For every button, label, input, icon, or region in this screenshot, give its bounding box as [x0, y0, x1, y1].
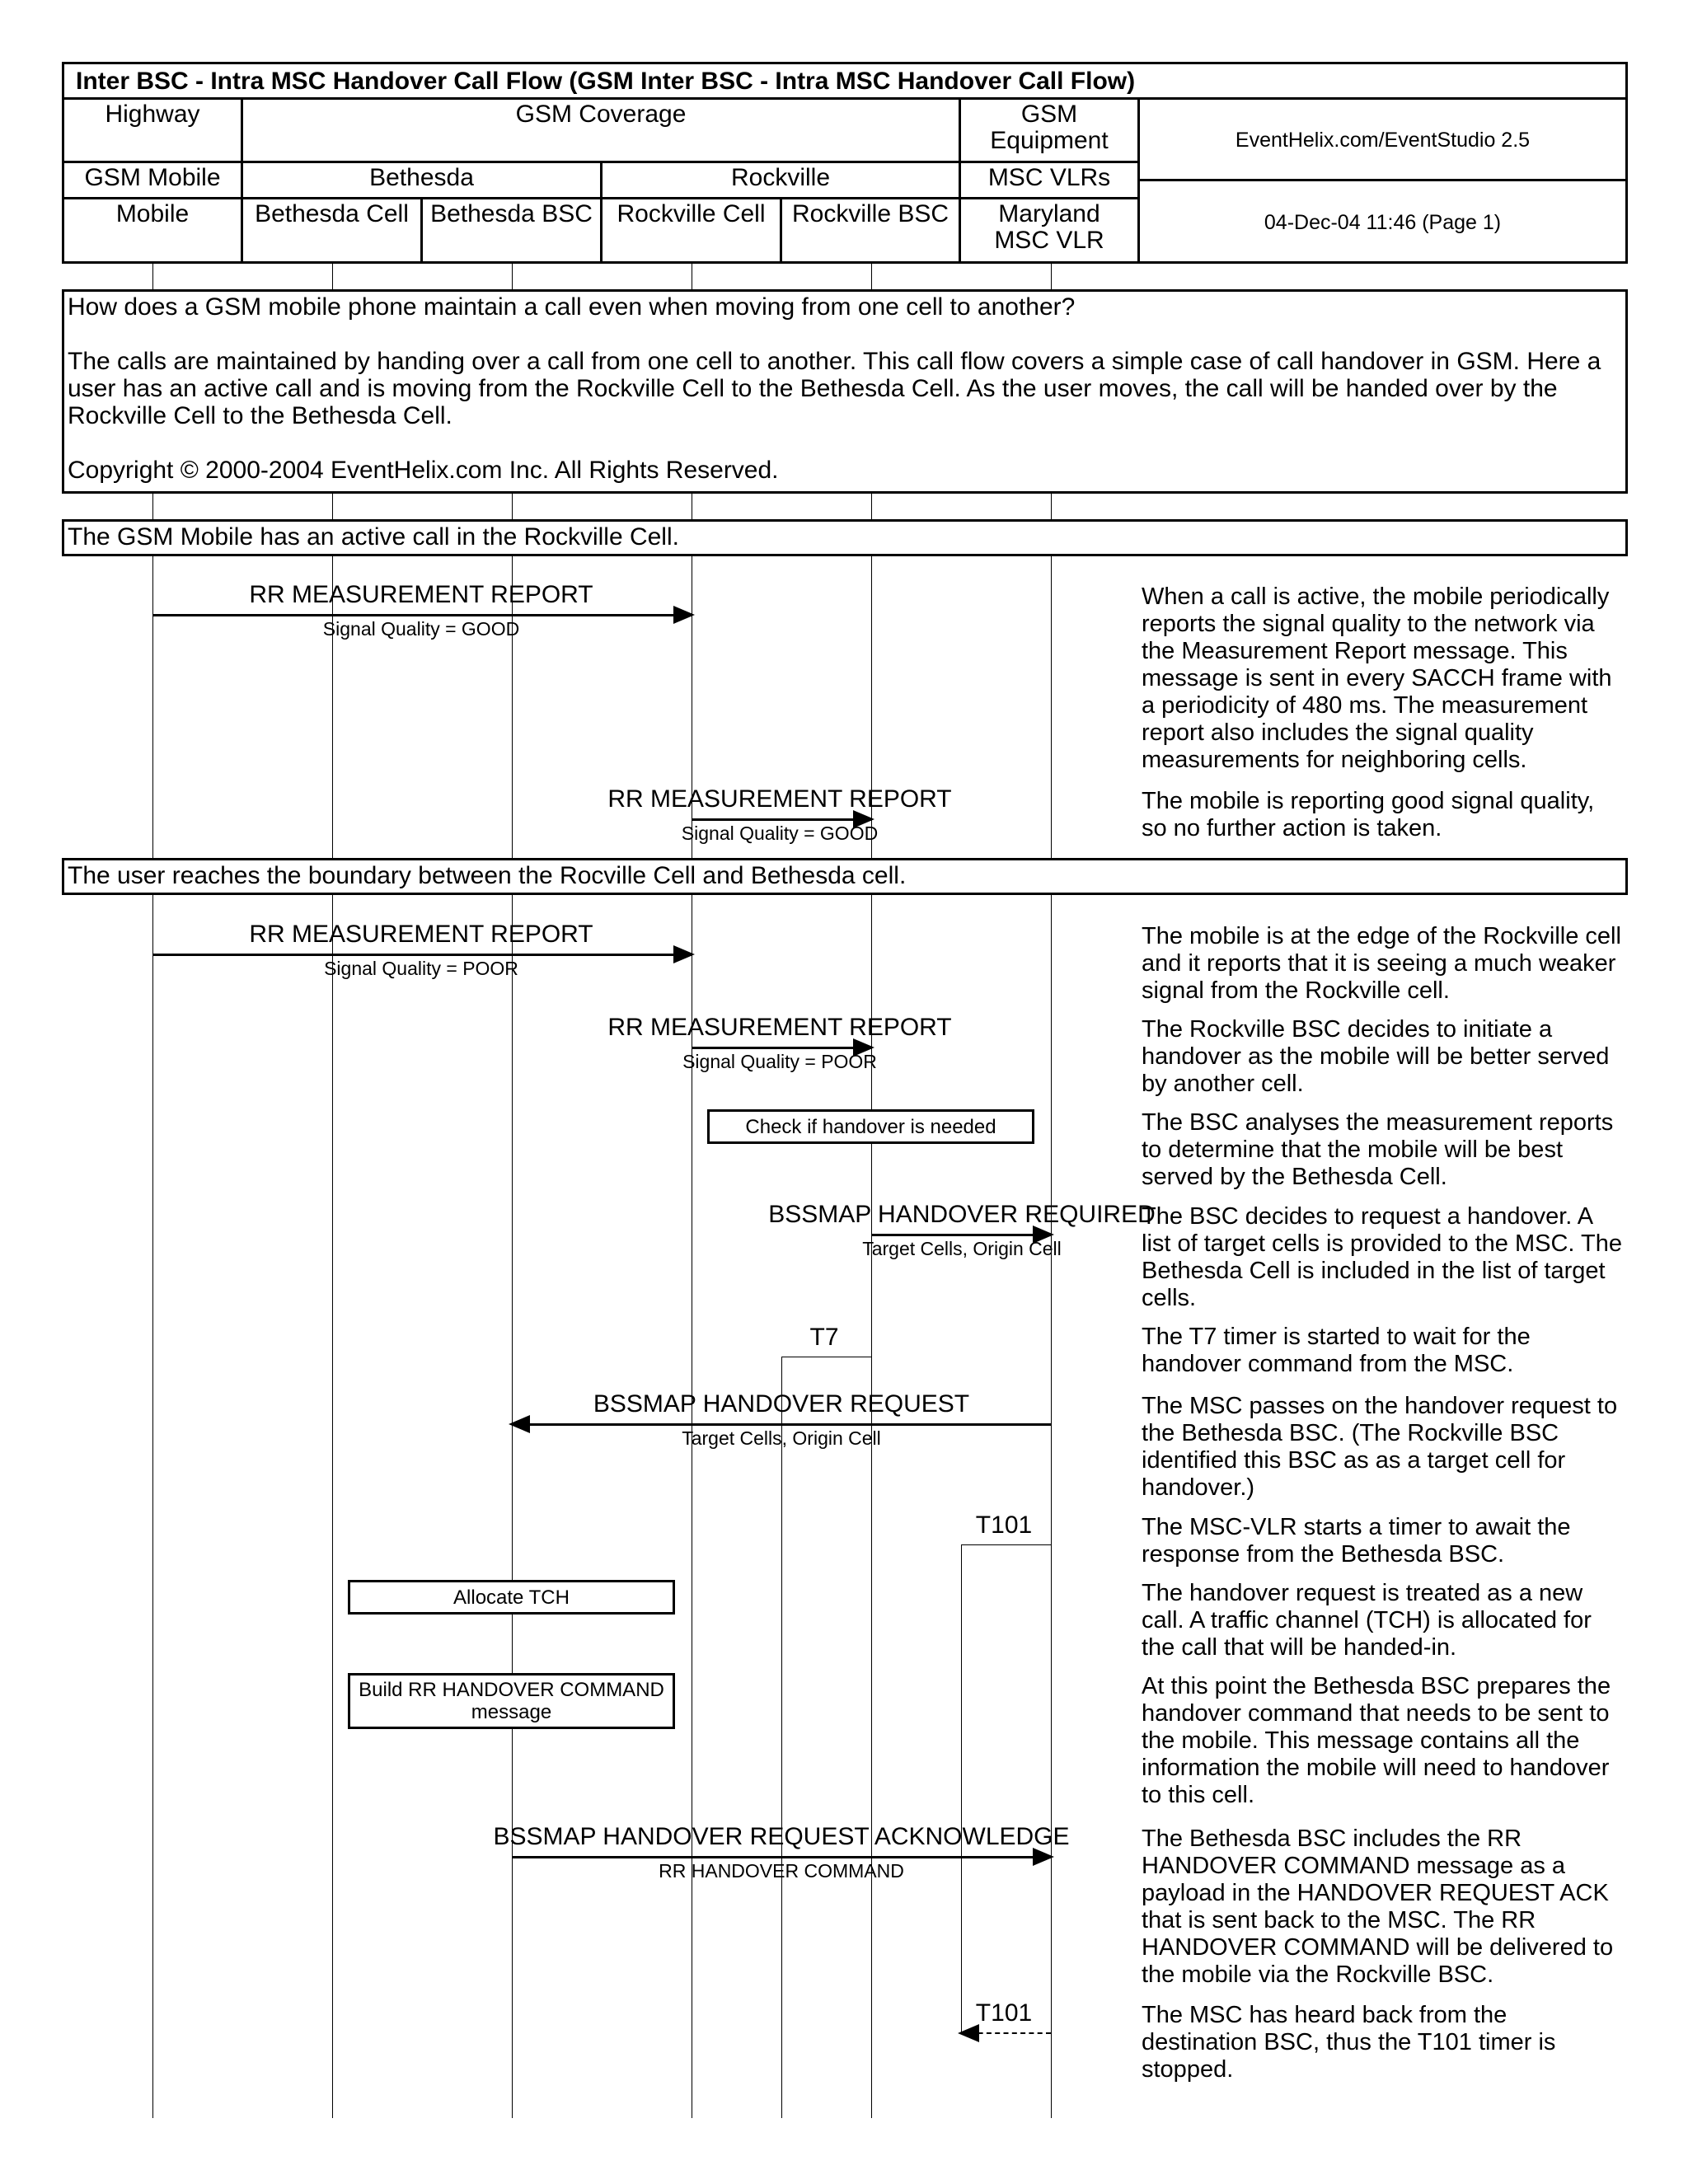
- note: At this point the Bethesda BSC prepares the handover command that needs to be sent to the mobile. This message contains all the information the mobile will need to handover to this cell.: [1142, 1673, 1611, 1808]
- msg-param: Signal Quality = GOOD: [681, 823, 879, 844]
- tool-version: EventHelix.com/EventStudio 2.5: [1137, 97, 1628, 181]
- message-arrow: [692, 818, 871, 821]
- arrow-head: [958, 2024, 979, 2042]
- note: When a call is active, the mobile periodically reports the signal quality to the network via the Measurement Report message. This message is sent in every SACCH frame with a periodicity of 480 ms. The measurement report also includes the signal quality measurements for neighboring cells.: [1142, 583, 1612, 773]
- section-boundary: The user reaches the boundary between the Rocville Cell and Bethesda cell.: [62, 858, 1628, 895]
- message-arrow: [512, 1856, 1051, 1858]
- intro-copyright: Copyright © 2000-2004 EventHelix.com Inc. All Rights Reserved.: [68, 457, 779, 484]
- group-rockville: Rockville: [600, 161, 961, 199]
- timer-t7-bar: [781, 1357, 782, 2118]
- timer-t101-label: T101: [975, 1511, 1033, 1539]
- note: The Rockville BSC decides to initiate a handover as the mobile will be better served by another cell.: [1142, 1016, 1610, 1097]
- arrow-head: [673, 606, 695, 624]
- arrow-head: [1033, 1848, 1054, 1866]
- section-active-call: The GSM Mobile has an active call in the Rockville Cell.: [62, 519, 1628, 556]
- group-gsm-coverage: GSM Coverage: [241, 97, 961, 163]
- note: The handover request is treated as a new call. A traffic channel (TCH) is allocated for the call that will be handed-in.: [1142, 1580, 1592, 1661]
- msg-label: BSSMAP HANDOVER REQUIRED: [768, 1201, 1156, 1228]
- action-build-handover-command: Build RR HANDOVER COMMAND message: [348, 1673, 675, 1729]
- diagram-title: Inter BSC - Intra MSC Handover Call Flow (GSM Inter BSC - Intra MSC Handover Call Flow): [62, 62, 1628, 100]
- msg-param: Target Cells, Origin Cell: [862, 1238, 1062, 1259]
- entity-rockville-bsc: Rockville BSC: [780, 197, 961, 264]
- msg-label: RR MEASUREMENT REPORT: [249, 581, 593, 608]
- message-arrow: [871, 1234, 1051, 1236]
- note: The Bethesda BSC includes the RR HANDOVER COMMAND message as a payload in the HANDOVER REQUEST ACK that is sent back to the MSC. The RR HANDOVER COMMAND will be delivered to the mobile via the Rockville BSC.: [1142, 1825, 1614, 1988]
- note: The T7 timer is started to wait for the handover command from the MSC.: [1142, 1324, 1531, 1377]
- message-arrow: [512, 1423, 1051, 1426]
- diagram-date: 04-Dec-04 11:46 (Page 1): [1137, 179, 1628, 264]
- timer-t101-stop-label: T101: [975, 1999, 1033, 2027]
- note: The mobile is reporting good signal quality, so no further action is taken.: [1142, 788, 1595, 841]
- msg-label: RR MEASUREMENT REPORT: [607, 1014, 952, 1041]
- action-check-handover: Check if handover is needed: [707, 1109, 1034, 1144]
- note: The BSC decides to request a handover. A list of target cells is provided to the MSC. The Bethesda Cell is included in the list of target cells.: [1142, 1203, 1622, 1311]
- msg-label: RR MEASUREMENT REPORT: [607, 785, 952, 813]
- arrow-head: [673, 945, 695, 963]
- entity-mobile: Mobile: [62, 197, 243, 264]
- message-arrow: [692, 1047, 871, 1049]
- action-allocate-tch: Allocate TCH: [348, 1580, 675, 1615]
- note: The MSC passes on the handover request to the Bethesda BSC. (The Rockville BSC identified this BSC as as a target cell for handover.): [1142, 1393, 1618, 1501]
- timer-t101-start: [961, 1544, 1051, 1545]
- group-gsm-mobile: GSM Mobile: [62, 161, 243, 199]
- note: The mobile is at the edge of the Rockville cell and it reports that it is seeing a much weaker signal from the Rockville cell.: [1142, 923, 1621, 1004]
- intro-question: How does a GSM mobile phone maintain a call even when moving from one cell to another?: [68, 293, 1076, 321]
- intro-body: The calls are maintained by handing over a call from one cell to another. This call flow covers a simple case of call handover in GSM. Here a user has an active call and is moving from the Rockville Cell to the Bethesda Cell. As the user moves, the call will be handed over by the Rockville Cell to the Bethesda Cell.: [68, 348, 1601, 429]
- message-arrow: [152, 954, 692, 956]
- msg-param: Signal Quality = POOR: [682, 1051, 877, 1072]
- group-bethesda: Bethesda: [241, 161, 603, 199]
- entity-bethesda-bsc: Bethesda BSC: [420, 197, 603, 264]
- entity-rockville-cell: Rockville Cell: [600, 197, 782, 264]
- timer-stop-arrow: [961, 2032, 1051, 2034]
- message-arrow: [152, 614, 692, 616]
- msg-label: BSSMAP HANDOVER REQUEST ACKNOWLEDGE: [493, 1823, 1070, 1850]
- entity-bethesda-cell: Bethesda Cell: [241, 197, 423, 264]
- group-gsm-equipment: GSM Equipment: [959, 97, 1140, 163]
- msg-label: RR MEASUREMENT REPORT: [249, 921, 593, 948]
- entity-maryland-msc-vlr: Maryland MSC VLR: [959, 197, 1140, 264]
- arrow-head: [509, 1415, 530, 1433]
- timer-t7-label: T7: [809, 1324, 839, 1351]
- timer-t101-bar: [961, 1544, 962, 2032]
- msg-param: RR HANDOVER COMMAND: [659, 1860, 904, 1882]
- intro-box: [62, 289, 1628, 494]
- msg-label: BSSMAP HANDOVER REQUEST: [593, 1390, 970, 1418]
- note: The MSC has heard back from the destination BSC, thus the T101 timer is stopped.: [1142, 2002, 1556, 2083]
- msg-param: Signal Quality = POOR: [324, 958, 518, 979]
- note: The MSC-VLR starts a timer to await the response from the Bethesda BSC.: [1142, 1514, 1571, 1568]
- group-highway: Highway: [62, 97, 243, 163]
- msg-param: Target Cells, Origin Cell: [682, 1427, 881, 1449]
- group-msc-vlrs: MSC VLRs: [959, 161, 1140, 199]
- msg-param: Signal Quality = GOOD: [322, 618, 520, 640]
- note: The BSC analyses the measurement reports to determine that the mobile will be best served by the Bethesda Cell.: [1142, 1109, 1614, 1190]
